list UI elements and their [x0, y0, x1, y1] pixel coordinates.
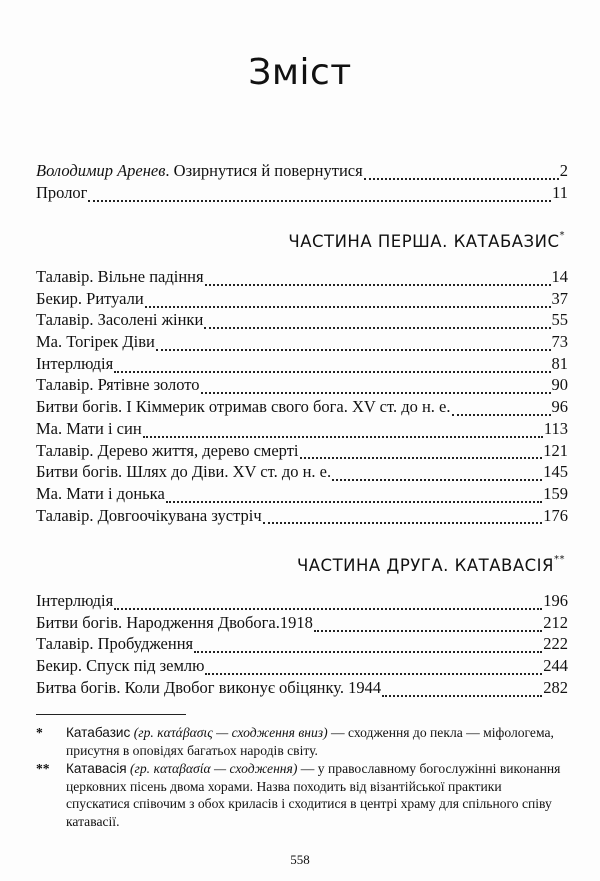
toc-entry[interactable] [36, 309, 568, 331]
toc-entry-label: Бекир. Спуск під землю [36, 656, 205, 676]
footnote-gloss: (гр. κατάβασις — сходження вниз) [133, 725, 328, 740]
toc-entry[interactable] [36, 160, 568, 182]
footnote-term: Катавасія [66, 761, 127, 776]
dot-leader [300, 449, 543, 459]
toc-entry-page: 244 [543, 656, 568, 676]
toc-entry[interactable] [36, 440, 568, 462]
toc-front [36, 160, 568, 203]
section-heading: ЧАСТИНА ПЕРША. КАТАБАЗИС* [288, 230, 565, 251]
dot-leader [114, 600, 542, 610]
dot-leader [143, 428, 543, 438]
toc-entry-page: 55 [551, 310, 568, 330]
page-title: Зміст [248, 52, 352, 93]
dot-leader [364, 170, 559, 180]
toc-entry-page: 212 [543, 612, 568, 632]
footnote-mark: * [36, 725, 43, 740]
footnote-text: — у православному богослужінні виконання церковних пісень двома хорами. Назва походить від візантійської практики спускатися співочим з обох криласів і сходитися в центрі храму для спільного співу катавасії. [66, 761, 561, 829]
dot-leader [194, 643, 542, 653]
dot-leader [205, 276, 551, 286]
toc-entry-page: 222 [543, 634, 568, 654]
dot-leader [145, 298, 551, 308]
dot-leader [88, 192, 551, 202]
toc-entry[interactable] [36, 461, 568, 483]
toc-entry[interactable] [36, 612, 568, 634]
dot-leader [204, 319, 550, 329]
toc-entry-page: 2 [559, 161, 568, 180]
toc-entry-page: 90 [551, 375, 568, 395]
toc-entry[interactable] [36, 331, 568, 353]
footnote-mark: ** [554, 554, 565, 565]
toc-entry[interactable] [36, 633, 568, 655]
toc-entry-label: Битви богів. Народження Двобога.1918 [36, 612, 313, 632]
footnotes [36, 724, 568, 831]
footnote [36, 724, 568, 759]
footnote-mark: * [559, 230, 565, 241]
footnote-mark: ** [36, 761, 50, 776]
footnote [36, 760, 568, 830]
toc-entry-label: Талавір. Рятівне золото [36, 375, 200, 395]
toc-entry-page: 81 [551, 353, 568, 373]
toc-entry-page: 145 [543, 462, 568, 482]
toc-entry-label: Талавір. Пробудження [36, 634, 194, 654]
dot-leader [114, 363, 550, 373]
toc-entry-page: 176 [543, 505, 568, 525]
toc-entry[interactable] [36, 288, 568, 310]
footnote-divider [36, 714, 186, 715]
toc-entry-page: 37 [551, 288, 568, 308]
toc-entry-page: 11 [552, 182, 568, 202]
toc-part-one-entries [36, 266, 568, 526]
toc-entry[interactable] [36, 418, 568, 440]
toc-entry-label: Інтерлюдія [36, 591, 114, 610]
toc-entry-label: Битви богів. Шлях до Діви. XV ст. до н. е. [36, 462, 332, 482]
toc-entry-page: 159 [543, 483, 568, 503]
toc-entry-page: 113 [543, 418, 568, 438]
toc-entry[interactable] [36, 182, 568, 204]
dot-leader [205, 665, 542, 675]
toc-entry-label: Володимир Аренев. Озирнутися й повернутися [36, 161, 363, 180]
toc-entry[interactable] [36, 374, 568, 396]
dot-leader [156, 341, 551, 351]
toc-entry[interactable] [36, 266, 568, 288]
dot-leader [382, 687, 542, 697]
toc-entry-label: Талавір. Дерево життя, дерево смерті [36, 440, 299, 460]
toc-part-two-entries [36, 590, 568, 698]
toc-entry-page: 121 [543, 440, 568, 460]
toc-entry-label: Ма. Мати і донька [36, 483, 165, 503]
toc-entry-label: Ма. Тогірек Діви [36, 332, 155, 352]
footnote-term: Катабазис [66, 725, 131, 740]
toc-entry[interactable] [36, 590, 568, 612]
toc-entry-page: 196 [543, 591, 568, 610]
section-heading: ЧАСТИНА ДРУГА. КАТАВАСІЯ** [296, 554, 565, 575]
toc-entry-label: Талавір. Довгоочікувана зустріч [36, 505, 262, 525]
toc-entry-page: 14 [551, 267, 568, 286]
toc-entry-page: 96 [551, 397, 568, 417]
footnote-gloss: (гр. καταβασία — сходження) [130, 761, 298, 776]
toc-entry-label: Бекир. Ритуали [36, 288, 144, 308]
toc-entry-label: Пролог [36, 182, 88, 202]
toc-entry-label: Битва богів. Коли Двобог виконує обіцянку. 1944 [36, 677, 382, 697]
toc-part-one [36, 232, 568, 251]
toc-entry-label: Талавір. Засолені жінки [36, 310, 204, 330]
dot-leader [166, 493, 542, 503]
dot-leader [452, 406, 551, 416]
dot-leader [314, 622, 542, 632]
toc-entry[interactable] [36, 655, 568, 677]
toc-entry-label: Інтерлюдія [36, 353, 114, 373]
toc-part-two [36, 556, 568, 575]
dot-leader [332, 471, 542, 481]
dot-leader [201, 384, 551, 394]
toc-entry-label: Ма. Мати і син [36, 418, 142, 438]
toc-entry[interactable] [36, 677, 568, 699]
dot-leader [263, 514, 543, 524]
toc-entry[interactable] [36, 353, 568, 375]
toc-entry[interactable] [36, 483, 568, 505]
toc-entry-label: Талавір. Вільне падіння [36, 267, 204, 286]
page-number: 558 [290, 852, 310, 867]
toc-entry-label: Битви богів. І Кіммерик отримав свого бога. XV ст. до н. е. [36, 397, 451, 417]
toc-entry-page: 282 [543, 677, 568, 697]
toc-entry-author: Володимир Аренев [36, 161, 166, 180]
toc-entry[interactable] [36, 505, 568, 527]
toc-entry-page: 73 [551, 332, 568, 352]
footnote-text: — сходження до пекла — міфологема, присутня в оповідях багатьох народів світу. [66, 725, 554, 758]
toc-entry[interactable] [36, 396, 568, 418]
